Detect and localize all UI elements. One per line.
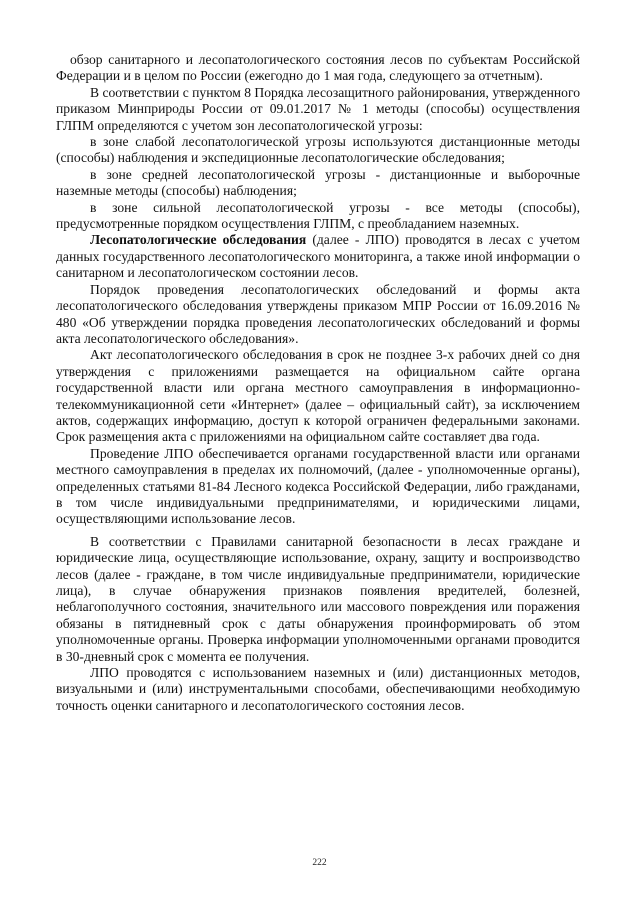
- paragraph-lpo-methods: ЛПО проводятся с использованием наземных и (или) дистанционных методов, визуальными и (или) инструментальными способами, обеспечивающими необходимую точность оценки санитарного и лесопатологического состояния лесов.: [56, 665, 580, 713]
- paragraph-sanitary-rules: В соответствии с Правилами санитарной безопасности в лесах граждане и юридические лица, осуществляющие использование, охрану, защиту и воспроизводство лесов (далее - граждане, в том числе индивидуальные предприниматели, юридические лица), в случае обнаружения признаков появления вредителей, болезней, неблагополучного состояния, значительного или массового повреждения или поражения обязаны в пятидневный срок с даты обнаружения проинформировать об этом уполномоченные органы. Проверка информации уполномоченными органами проводится в 30-дневный срок с момента ее получения.: [56, 533, 580, 664]
- document-page: [56, 52, 580, 714]
- paragraph-lpo-definition: [56, 232, 580, 281]
- paragraph-overview-item: обзор санитарного и лесопатологического состояния лесов по субъектам Российской Федерации и в целом по России (ежегодно до 1 мая года, следующего за отчетным).: [56, 52, 580, 84]
- paragraph-act-publication: Акт лесопатологического обследования в срок не позднее 3-х рабочих дней со дня утверждения с приложениями размещается на официальном сайте органа государственной власти или органа местного самоуправления в информационно-телекоммуникационной сети «Интернет» (далее – официальный сайт), за исключением актов, содержащих информацию, доступ к которой ограничен федеральными законами. Срок размещения акта с приложениями на официальном сайте составляет два года.: [56, 347, 580, 445]
- paragraph-medium-threat-zone: в зоне средней лесопатологической угрозы - дистанционные и выборочные наземные методы (способы) наблюдения;: [56, 166, 580, 199]
- paragraph-lpo-responsibility: Проведение ЛПО обеспечивается органами государственной власти или органами местного самоуправления в пределах их полномочий, (далее - уполномоченные органы), определенных статьями 81-84 Лесного кодекса Российской Федерации, либо гражданами, в том числе индивидуальными предпринимателями, и юридическими лицами, осуществляющими использование лесов.: [56, 445, 580, 527]
- paragraph-lpo-procedure: Порядок проведения лесопатологических обследований и формы акта лесопатологического обследования утверждены приказом МПР России от 16.09.2016 № 480 «Об утверждении порядка проведения лесопатологических обследований и формы акта лесопатологического обследования».: [56, 281, 580, 346]
- paragraph-strong-threat-zone: в зоне сильной лесопатологической угрозы - все методы (способы), предусмотренные порядком осуществления ГЛПМ, с преобладанием наземных.: [56, 199, 580, 232]
- paragraph-zoning-order: В соответствии с пунктом 8 Порядка лесозащитного районирования, утвержденного приказом Минприроды России от 09.01.2017 № 1 методы (способы) осуществления ГЛПМ определяются с учетом зон лесопатологической угрозы:: [56, 84, 580, 133]
- paragraph-weak-threat-zone: в зоне слабой лесопатологической угрозы используются дистанционные методы (способы) наблюдения и экспедиционные лесопатологические обследования;: [56, 134, 580, 166]
- paragraph-lpo-definition-text: (далее - ЛПО) проводятся в лесах с учетом данных государственного лесопатологического мониторинга, а также иной информации о санитарном и лесопатологическом состоянии лесов.: [56, 232, 580, 281]
- term-lpo: Лесопатологические обследования: [90, 232, 307, 248]
- page-number: 222: [312, 858, 327, 868]
